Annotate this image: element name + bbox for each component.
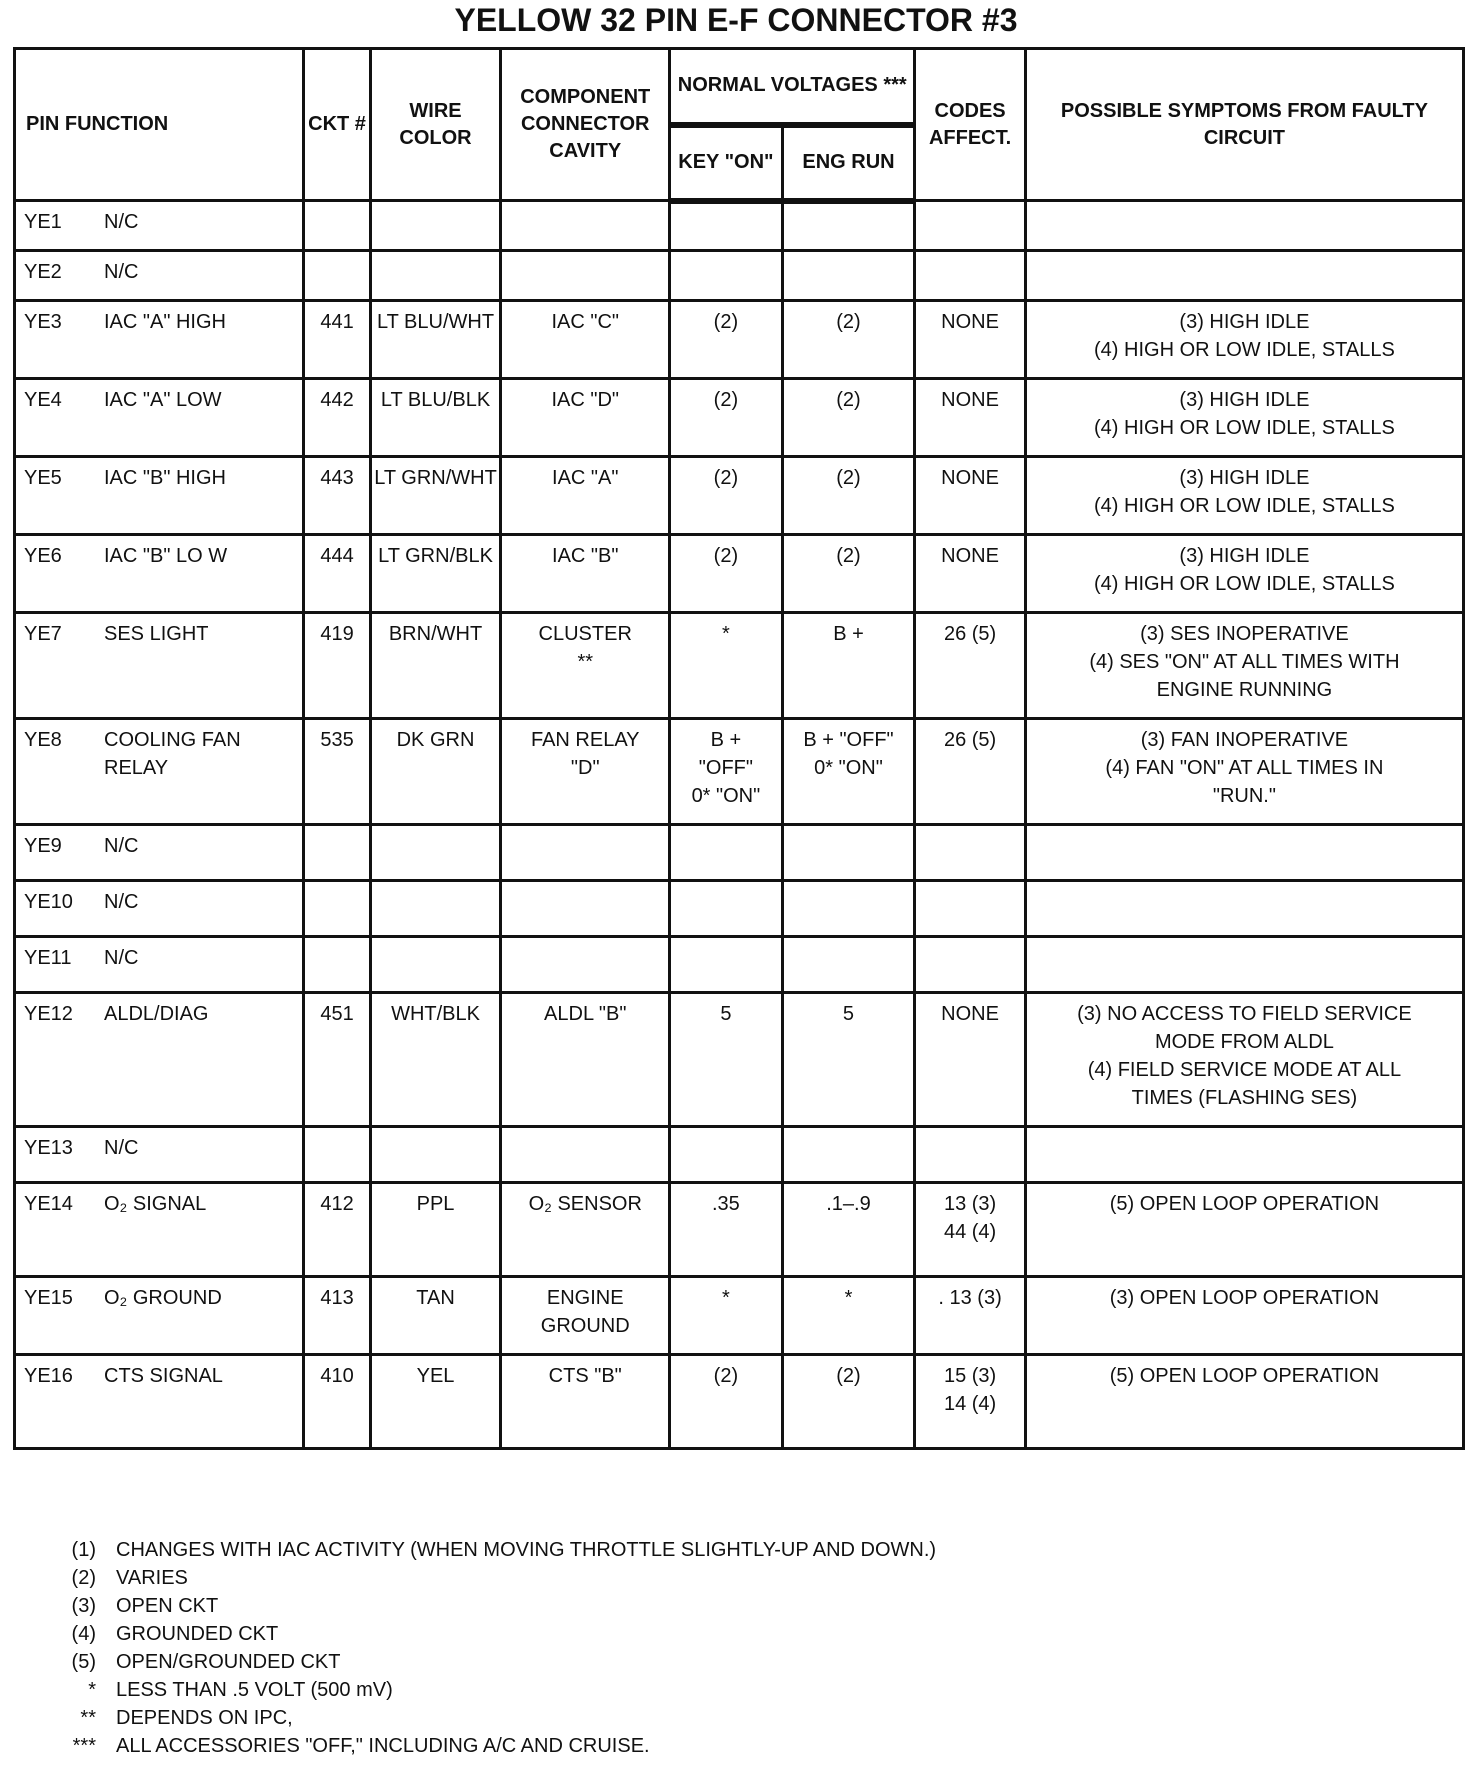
key-on-voltage: (2) xyxy=(670,1355,783,1449)
key-on-voltage xyxy=(670,937,783,993)
footnote-key: (2) xyxy=(71,1567,96,1589)
eng-run-voltage: (2) xyxy=(782,301,915,379)
wire-color: BRN/WHT xyxy=(370,613,501,719)
key-on-voltage: (2) xyxy=(670,457,783,535)
pin-function-cell xyxy=(15,881,304,937)
ckt-number xyxy=(304,825,370,881)
wire-color: TAN xyxy=(370,1277,501,1355)
component-cavity: FAN RELAY "D" xyxy=(501,719,670,825)
eng-run-voltage xyxy=(782,1127,915,1183)
codes-affected xyxy=(915,825,1026,881)
table-row xyxy=(15,937,1464,993)
possible-symptoms: (3) FAN INOPERATIVE (4) FAN "ON" AT ALL TIMES IN "RUN." xyxy=(1025,719,1463,825)
eng-run-voltage: * xyxy=(782,1277,915,1355)
codes-affected xyxy=(915,937,1026,993)
key-on-voltage: (2) xyxy=(670,379,783,457)
key-on-voltage: * xyxy=(670,613,783,719)
header-possible-symptoms: POSSIBLE SYMPTOMS FROM FAULTY CIRCUIT xyxy=(1025,49,1463,201)
component-cavity: IAC "A" xyxy=(501,457,670,535)
table-row xyxy=(15,1277,1464,1355)
codes-affected: NONE xyxy=(915,301,1026,379)
eng-run-voltage xyxy=(782,825,915,881)
component-cavity: IAC "B" xyxy=(501,535,670,613)
footnote xyxy=(40,1648,936,1676)
footnote-key: (4) xyxy=(71,1623,96,1645)
component-cavity xyxy=(501,825,670,881)
component-cavity xyxy=(501,1127,670,1183)
possible-symptoms xyxy=(1025,201,1463,251)
footnote-text: DEPENDS ON IPC, xyxy=(116,1707,293,1729)
component-cavity: ALDL "B" xyxy=(501,993,670,1127)
table-row xyxy=(15,719,1464,825)
header-pin-function: PIN FUNCTION xyxy=(15,49,304,201)
pin-function: COOLING FAN RELAY xyxy=(104,729,241,779)
wire-color xyxy=(370,825,501,881)
pin-function-cell xyxy=(15,201,304,251)
header-component-cavity: COMPONENT CONNECTOR CAVITY xyxy=(501,49,670,201)
codes-affected: . 13 (3) xyxy=(915,1277,1026,1355)
footnote-key: * xyxy=(88,1679,96,1701)
eng-run-voltage: (2) xyxy=(782,1355,915,1449)
pin-function: O₂ GROUND xyxy=(104,1287,222,1309)
footnote-key: (5) xyxy=(71,1651,96,1673)
pin-id: YE9 xyxy=(24,835,62,857)
codes-affected xyxy=(915,201,1026,251)
ckt-number: 410 xyxy=(304,1355,370,1449)
ckt-number: 413 xyxy=(304,1277,370,1355)
footnote-key: *** xyxy=(72,1735,96,1757)
possible-symptoms: (3) OPEN LOOP OPERATION xyxy=(1025,1277,1463,1355)
footnote xyxy=(40,1704,936,1732)
table-row xyxy=(15,379,1464,457)
key-on-voltage: (2) xyxy=(670,301,783,379)
ckt-number xyxy=(304,251,370,301)
codes-affected xyxy=(915,1127,1026,1183)
pin-function: N/C xyxy=(104,891,139,913)
possible-symptoms xyxy=(1025,881,1463,937)
pin-id: YE7 xyxy=(24,623,62,645)
key-on-voltage xyxy=(670,251,783,301)
ckt-number: 441 xyxy=(304,301,370,379)
table-row xyxy=(15,993,1464,1127)
pin-id: YE4 xyxy=(24,389,62,411)
possible-symptoms: (3) HIGH IDLE (4) HIGH OR LOW IDLE, STALLS xyxy=(1025,379,1463,457)
possible-symptoms: (3) NO ACCESS TO FIELD SERVICE MODE FROM ALDL (4) FIELD SERVICE MODE AT ALL TIMES (FLASHING SES) xyxy=(1025,993,1463,1127)
pin-id: YE3 xyxy=(24,311,62,333)
table-row xyxy=(15,457,1464,535)
codes-affected: NONE xyxy=(915,379,1026,457)
eng-run-voltage: B + "OFF" 0* "ON" xyxy=(782,719,915,825)
ckt-number xyxy=(304,201,370,251)
ckt-number: 444 xyxy=(304,535,370,613)
header-eng-run: ENG RUN xyxy=(782,125,915,201)
pin-function: N/C xyxy=(104,835,139,857)
footnote-text: CHANGES WITH IAC ACTIVITY (WHEN MOVING THROTTLE SLIGHTLY-UP AND DOWN.) xyxy=(116,1539,937,1561)
footnote xyxy=(40,1536,936,1564)
footnote-key: ** xyxy=(80,1707,96,1729)
codes-affected xyxy=(915,881,1026,937)
pin-function-cell xyxy=(15,535,304,613)
component-cavity: O₂ SENSOR xyxy=(501,1183,670,1277)
footnotes xyxy=(40,1536,936,1760)
eng-run-voltage: 5 xyxy=(782,993,915,1127)
possible-symptoms: (3) HIGH IDLE (4) HIGH OR LOW IDLE, STALLS xyxy=(1025,535,1463,613)
table-body xyxy=(15,201,1464,1449)
header-normal-voltages: NORMAL VOLTAGES *** xyxy=(670,49,915,125)
codes-affected: NONE xyxy=(915,535,1026,613)
wire-color: LT GRN/BLK xyxy=(370,535,501,613)
pin-id: YE10 xyxy=(24,891,73,913)
key-on-voltage: (2) xyxy=(670,535,783,613)
pin-function: CTS SIGNAL xyxy=(104,1365,223,1387)
pin-id: YE8 xyxy=(24,729,62,751)
footnote-key: (1) xyxy=(71,1539,96,1561)
component-cavity: CLUSTER ** xyxy=(501,613,670,719)
pin-id: YE6 xyxy=(24,545,62,567)
table-row xyxy=(15,1127,1464,1183)
ckt-number: 442 xyxy=(304,379,370,457)
footnote xyxy=(40,1732,936,1760)
pin-id: YE15 xyxy=(24,1287,73,1309)
codes-affected: 26 (5) xyxy=(915,613,1026,719)
wire-color: LT BLU/WHT xyxy=(370,301,501,379)
header-key-on: KEY "ON" xyxy=(670,125,783,201)
wire-color xyxy=(370,1127,501,1183)
eng-run-voltage: (2) xyxy=(782,535,915,613)
wire-color: LT GRN/WHT xyxy=(370,457,501,535)
wire-color: DK GRN xyxy=(370,719,501,825)
wire-color xyxy=(370,251,501,301)
eng-run-voltage xyxy=(782,251,915,301)
key-on-voltage: B + "OFF" 0* "ON" xyxy=(670,719,783,825)
pin-function: N/C xyxy=(104,211,139,233)
component-cavity xyxy=(501,201,670,251)
pin-function-cell xyxy=(15,1277,304,1355)
ckt-number xyxy=(304,937,370,993)
wire-color xyxy=(370,937,501,993)
pin-function: IAC "A" HIGH xyxy=(104,311,226,333)
header-codes-affected: CODES AFFECT. xyxy=(915,49,1026,201)
footnote-key: (3) xyxy=(71,1595,96,1617)
pin-id: YE13 xyxy=(24,1137,73,1159)
footnote-text: LESS THAN .5 VOLT (500 mV) xyxy=(116,1679,393,1701)
pin-function-cell xyxy=(15,993,304,1127)
component-cavity xyxy=(501,937,670,993)
pin-function: IAC "B" HIGH xyxy=(104,467,226,489)
possible-symptoms: (5) OPEN LOOP OPERATION xyxy=(1025,1355,1463,1449)
table-row xyxy=(15,251,1464,301)
component-cavity: ENGINE GROUND xyxy=(501,1277,670,1355)
component-cavity xyxy=(501,251,670,301)
pin-function: ALDL/DIAG xyxy=(104,1003,209,1025)
footnote-text: GROUNDED CKT xyxy=(116,1623,279,1645)
pin-id: YE14 xyxy=(24,1193,73,1215)
key-on-voltage: .35 xyxy=(670,1183,783,1277)
key-on-voltage xyxy=(670,1127,783,1183)
pin-function: N/C xyxy=(104,261,139,283)
footnote-text: OPEN/GROUNDED CKT xyxy=(116,1651,341,1673)
key-on-voltage xyxy=(670,881,783,937)
possible-symptoms: (5) OPEN LOOP OPERATION xyxy=(1025,1183,1463,1277)
eng-run-voltage xyxy=(782,881,915,937)
wire-color: WHT/BLK xyxy=(370,993,501,1127)
pin-id: YE5 xyxy=(24,467,62,489)
table-row xyxy=(15,613,1464,719)
pin-id: YE2 xyxy=(24,261,62,283)
ckt-number: 412 xyxy=(304,1183,370,1277)
key-on-voltage: * xyxy=(670,1277,783,1355)
eng-run-voltage xyxy=(782,201,915,251)
pin-function-cell xyxy=(15,301,304,379)
pin-function-cell xyxy=(15,937,304,993)
ckt-number: 443 xyxy=(304,457,370,535)
footnote xyxy=(40,1564,936,1592)
component-cavity xyxy=(501,881,670,937)
pin-id: YE16 xyxy=(24,1365,73,1387)
key-on-voltage: 5 xyxy=(670,993,783,1127)
pin-id: YE11 xyxy=(24,947,72,969)
header-wire-color: WIRE COLOR xyxy=(370,49,501,201)
table-row xyxy=(15,881,1464,937)
ckt-number xyxy=(304,881,370,937)
pin-function-cell xyxy=(15,1183,304,1277)
pin-function-cell xyxy=(15,457,304,535)
pin-function-cell xyxy=(15,1355,304,1449)
pin-function-cell xyxy=(15,1127,304,1183)
pin-function-cell xyxy=(15,825,304,881)
possible-symptoms xyxy=(1025,825,1463,881)
codes-affected: NONE xyxy=(915,457,1026,535)
key-on-voltage xyxy=(670,201,783,251)
wire-color xyxy=(370,881,501,937)
possible-symptoms xyxy=(1025,251,1463,301)
component-cavity: CTS "B" xyxy=(501,1355,670,1449)
codes-affected: 15 (3) 14 (4) xyxy=(915,1355,1026,1449)
wire-color: LT BLU/BLK xyxy=(370,379,501,457)
table-row xyxy=(15,301,1464,379)
wire-color: YEL xyxy=(370,1355,501,1449)
pin-function-cell xyxy=(15,719,304,825)
pin-id: YE1 xyxy=(24,211,62,233)
footnote xyxy=(40,1592,936,1620)
pin-function-cell xyxy=(15,613,304,719)
table-row xyxy=(15,1183,1464,1277)
ckt-number xyxy=(304,1127,370,1183)
ckt-number: 535 xyxy=(304,719,370,825)
pin-function: SES LIGHT xyxy=(104,623,209,645)
table-row xyxy=(15,1355,1464,1449)
footnote-text: OPEN CKT xyxy=(116,1595,219,1617)
table-row xyxy=(15,535,1464,613)
ckt-number: 419 xyxy=(304,613,370,719)
ckt-number: 451 xyxy=(304,993,370,1127)
header-ckt: CKT # xyxy=(304,49,370,201)
pin-function: IAC "A" LOW xyxy=(104,389,222,411)
eng-run-voltage: .1–.9 xyxy=(782,1183,915,1277)
codes-affected: NONE xyxy=(915,993,1026,1127)
pin-function: O₂ SIGNAL xyxy=(104,1193,207,1215)
codes-affected: 26 (5) xyxy=(915,719,1026,825)
possible-symptoms: (3) HIGH IDLE (4) HIGH OR LOW IDLE, STALLS xyxy=(1025,301,1463,379)
footnote xyxy=(40,1676,936,1704)
pin-function: N/C xyxy=(104,947,139,969)
table-row xyxy=(15,201,1464,251)
footnote-text: ALL ACCESSORIES "OFF," INCLUDING A/C AND CRUISE. xyxy=(116,1735,650,1757)
possible-symptoms xyxy=(1025,937,1463,993)
codes-affected: 13 (3) 44 (4) xyxy=(915,1183,1026,1277)
possible-symptoms xyxy=(1025,1127,1463,1183)
pin-function: N/C xyxy=(104,1137,139,1159)
wire-color xyxy=(370,201,501,251)
pin-function-cell xyxy=(15,379,304,457)
eng-run-voltage: B + xyxy=(782,613,915,719)
footnote xyxy=(40,1620,936,1648)
pin-id: YE12 xyxy=(24,1003,73,1025)
key-on-voltage xyxy=(670,825,783,881)
eng-run-voltage xyxy=(782,937,915,993)
table-row xyxy=(15,825,1464,881)
component-cavity: IAC "C" xyxy=(501,301,670,379)
codes-affected xyxy=(915,251,1026,301)
footnote-text: VARIES xyxy=(116,1567,188,1589)
pin-function-cell xyxy=(15,251,304,301)
connector-table xyxy=(13,47,1465,1450)
possible-symptoms: (3) HIGH IDLE (4) HIGH OR LOW IDLE, STALLS xyxy=(1025,457,1463,535)
page-title: YELLOW 32 PIN E-F CONNECTOR #3 xyxy=(454,2,1018,38)
eng-run-voltage: (2) xyxy=(782,457,915,535)
component-cavity: IAC "D" xyxy=(501,379,670,457)
wire-color: PPL xyxy=(370,1183,501,1277)
possible-symptoms: (3) SES INOPERATIVE (4) SES "ON" AT ALL TIMES WITH ENGINE RUNNING xyxy=(1025,613,1463,719)
pin-function: IAC "B" LO W xyxy=(104,545,228,567)
eng-run-voltage: (2) xyxy=(782,379,915,457)
